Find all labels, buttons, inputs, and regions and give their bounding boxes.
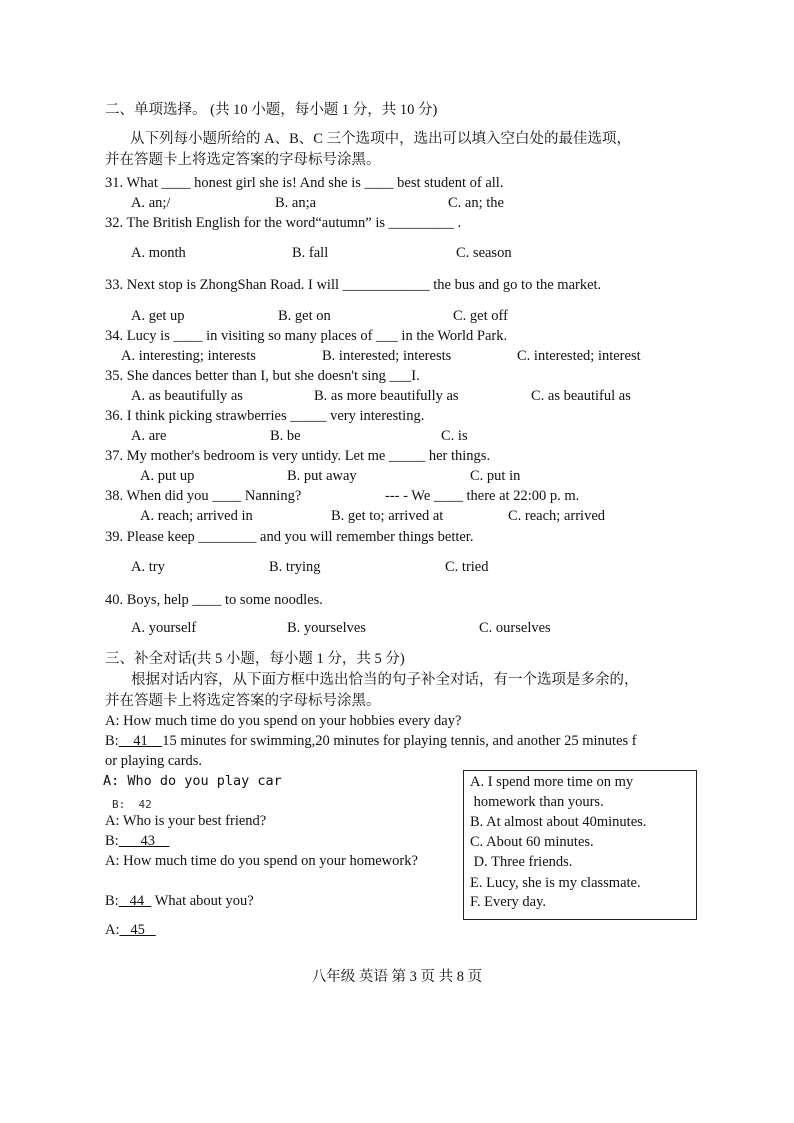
dialogue-line-7 (105, 832, 169, 850)
question-31-stem: 31. What ____ honest girl she is! And she is ____ best student of all. (105, 175, 504, 191)
question-34-stem: 34. Lucy is ____ in visiting so many places of ___ in the World Park. (105, 328, 508, 344)
question-35-option-c: C. as beautiful as (531, 388, 631, 404)
question-37-stem: 37. My mother's bedroom is very untidy. Let me _____ her things. (105, 448, 491, 464)
speaker-b: B: (105, 833, 119, 849)
question-35-option-a: A. as beautifully as (131, 388, 243, 404)
question-39-option-a: A. try (131, 559, 165, 575)
section-2-instruction-2: 并在答题卡上将选定答案的字母标号涂黑。 (105, 152, 381, 168)
question-39-stem: 39. Please keep ________ and you will remember things better. (105, 529, 474, 545)
question-35-option-b: B. as more beautifully as (314, 388, 459, 404)
question-34-option-c: C. interested; interest (517, 348, 641, 364)
question-33-option-c: C. get off (453, 308, 508, 324)
dialogue-line-3: or playing cards. (105, 753, 203, 769)
dialogue-line-1: A: How much time do you spend on your hobbies every day? (105, 713, 462, 729)
question-37-option-a: A. put up (140, 468, 195, 484)
question-40-option-c: C. ourselves (479, 620, 551, 636)
box-option-a-line-2: homework than yours. (470, 794, 604, 810)
question-32-option-c: C. season (456, 245, 512, 261)
question-36-option-b: B. be (270, 428, 301, 444)
dialogue-line-4-handwritten: A: Who do you play car (103, 773, 282, 789)
question-32-option-b: B. fall (292, 245, 329, 261)
dialogue-line-2 (105, 732, 637, 750)
question-36-option-a: A. are (131, 428, 167, 444)
section-3-heading: 三、补全对话(共 5 小题，每小题 1 分，共 5 分) (105, 651, 405, 667)
question-33-stem: 33. Next stop is ZhongShan Road. I will ____________ the bus and go to the market. (105, 277, 602, 293)
dialogue-line-8: A: How much time do you spend on your homework? (105, 853, 418, 869)
dialogue-line-6: A: Who is your best friend? (105, 813, 267, 829)
question-32-stem: 32. The British English for the word“autumn” is _________ . (105, 215, 462, 231)
box-option-e: E. Lucy, she is my classmate. (470, 875, 641, 891)
question-35-stem: 35. She dances better than I, but she doesn't sing ___I. (105, 368, 420, 384)
question-32-option-a: A. month (131, 245, 186, 261)
box-option-d: D. Three friends. (470, 854, 573, 870)
question-40-stem: 40. Boys, help ____ to some noodles. (105, 592, 323, 608)
dialogue-line-9 (105, 892, 254, 910)
question-31-option-b: B. an;a (275, 195, 317, 211)
question-40-option-b: B. yourselves (287, 620, 366, 636)
blank-44: 44 (118, 893, 152, 909)
box-option-c: C. About 60 minutes. (470, 834, 594, 850)
box-option-f: F. Every day. (470, 894, 547, 910)
question-38-stem: 38. When did you ____ Nanning? (105, 488, 302, 504)
dialogue-line-9-text: What about you? (151, 893, 254, 909)
question-36-option-c: C. is (441, 428, 468, 444)
section-2-instruction-1: 从下列每小题所给的 A、B、C 三个选项中，选出可以填入空白处的最佳选项， (130, 131, 632, 147)
blank-41: 41 (118, 733, 163, 749)
question-34-option-b: B. interested; interests (322, 348, 452, 364)
question-39-option-b: B. trying (269, 559, 321, 575)
speaker-a: A: (105, 922, 120, 938)
question-36-stem: 36. I think picking strawberries _____ very interesting. (105, 408, 425, 424)
blank-43: 43 (118, 833, 170, 849)
question-31-option-c: C. an; the (448, 195, 504, 211)
question-38-option-c: C. reach; arrived (508, 508, 606, 524)
question-34-option-a: A. interesting; interests (121, 348, 256, 364)
question-38-option-a: A. reach; arrived in (140, 508, 253, 524)
question-38-option-b: B. get to; arrived at (331, 508, 444, 524)
question-40-option-a: A. yourself (131, 620, 197, 636)
section-2-heading: 二、单项选择。 (共 10 小题，每小题 1 分，共 10 分) (105, 102, 438, 118)
speaker-b: B: (105, 733, 119, 749)
page-footer: 八年级 英语 第 3 页 共 8 页 (311, 969, 483, 985)
section-3-instruction-1: 根据对话内容，从下面方框中选出恰当的句子补全对话，有一个选项是多余的， (131, 672, 639, 688)
answer-options-box (463, 770, 697, 920)
question-33-option-a: A. get up (131, 308, 185, 324)
box-option-b: B. At almost about 40minutes. (470, 814, 647, 830)
dialogue-line-2-text: 15 minutes for swimming,20 minutes for playing tennis, and another 25 minutes f (162, 733, 637, 749)
question-38-stem-reply: --- - We ____ there at 22:00 p. m. (385, 488, 580, 504)
question-37-option-b: B. put away (287, 468, 357, 484)
blank-45: 45 (119, 922, 156, 938)
question-37-option-c: C. put in (470, 468, 521, 484)
dialogue-line-5: B: 42 (112, 798, 152, 811)
question-31-option-a: A. an;/ (131, 195, 171, 211)
box-option-a-line-1: A. I spend more time on my (470, 774, 634, 790)
dialogue-line-10 (105, 921, 156, 939)
question-33-option-b: B. get on (278, 308, 331, 324)
speaker-b: B: (105, 893, 119, 909)
question-39-option-c: C. tried (445, 559, 489, 575)
section-3-instruction-2: 并在答题卡上将选定答案的字母标号涂黑。 (105, 693, 381, 709)
